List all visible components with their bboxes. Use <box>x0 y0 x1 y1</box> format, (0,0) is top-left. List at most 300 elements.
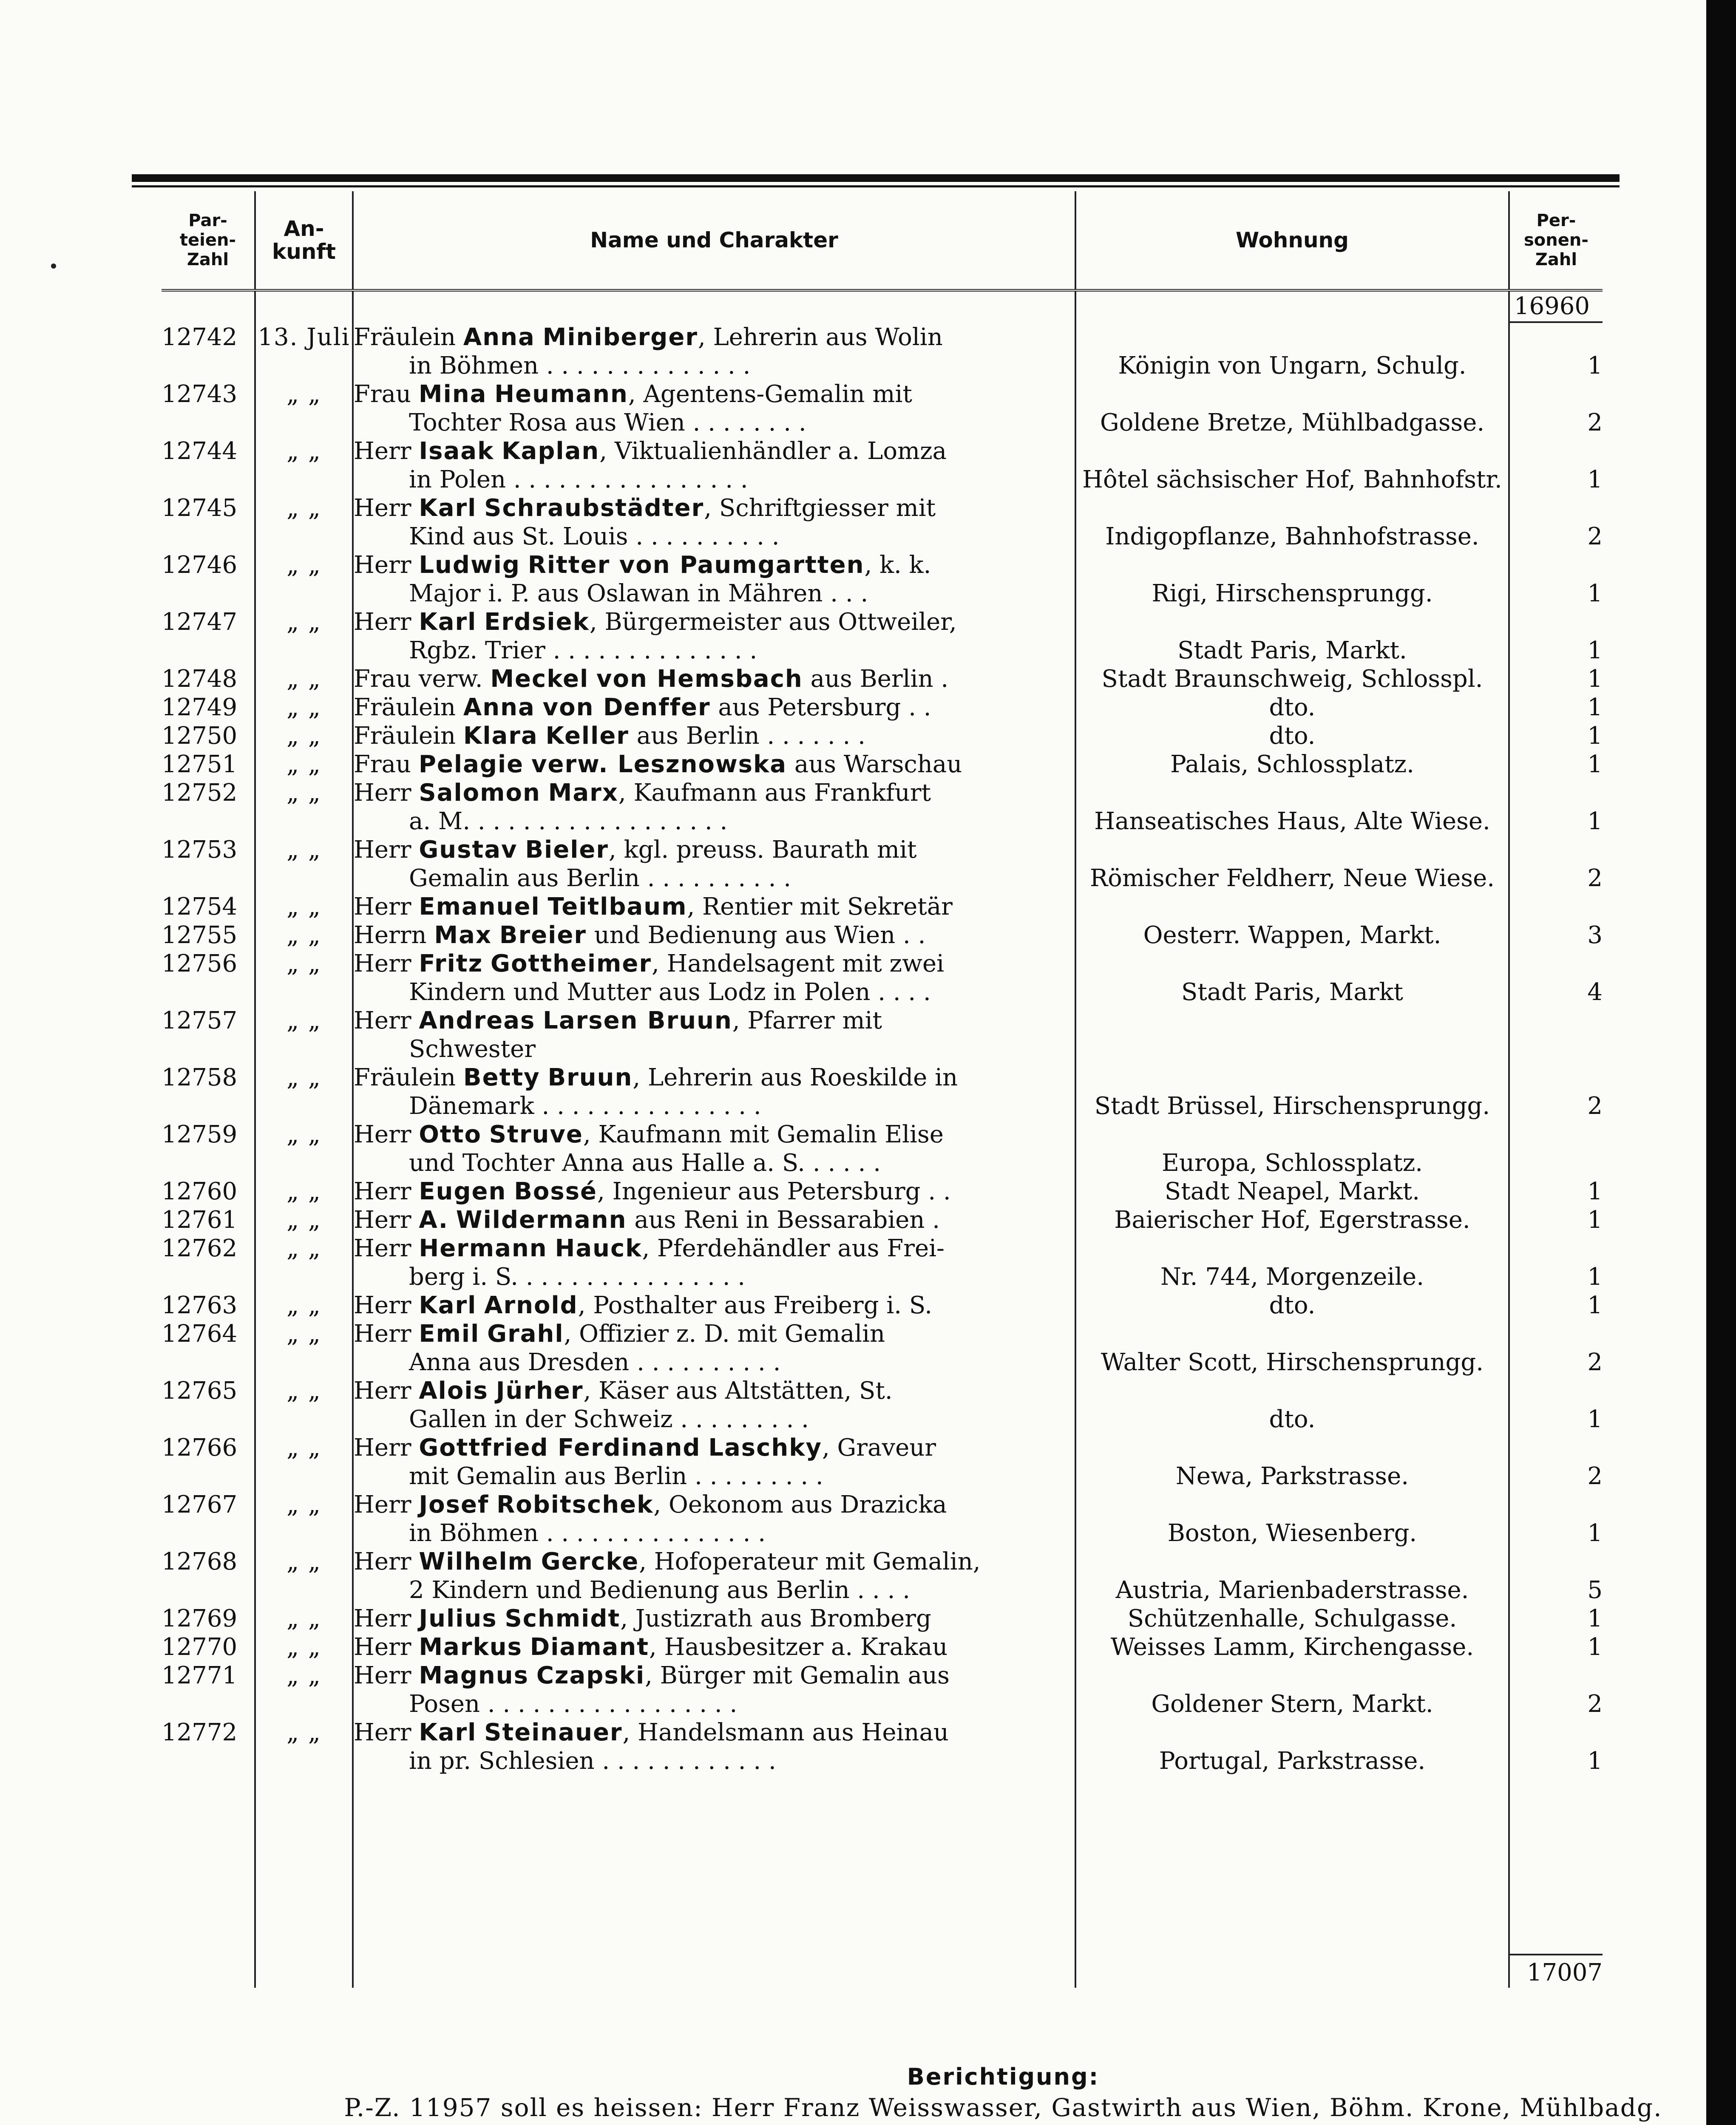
residence <box>1075 722 1509 750</box>
table-row <box>162 722 1603 750</box>
residence-text: Königin von Ungarn, Schulg. <box>1118 352 1467 380</box>
guest-name <box>353 1320 1075 1377</box>
guest-description: , Rentier mit Sekretär <box>687 893 953 921</box>
arrival-date: „ „ <box>255 779 353 836</box>
guest-name <box>353 1661 1075 1718</box>
party-number: 12752 <box>162 779 238 807</box>
person-count-value: 1 <box>1587 722 1603 750</box>
guest-name <box>353 693 1075 722</box>
header-arrival: An-kunft <box>255 191 353 290</box>
guest-surname: Robitschek <box>496 1491 654 1519</box>
table-row <box>162 1633 1603 1661</box>
guest-description: , Bürgermeister aus Ottweiler, <box>589 608 957 636</box>
guest-surname: Struve <box>489 1121 583 1148</box>
guest-given-name: Anna <box>463 323 535 351</box>
name-line <box>354 1604 1075 1633</box>
person-count <box>1509 1006 1603 1063</box>
residence-text: Austria, Marienbaderstrasse. <box>1115 1576 1469 1604</box>
person-count <box>1509 1120 1603 1177</box>
arrival-date: „ „ <box>255 1633 353 1661</box>
guest-given-name: Otto <box>419 1121 482 1148</box>
person-count <box>1509 665 1603 693</box>
guest-description: aus Warschau <box>787 751 962 778</box>
name-line <box>354 1320 1075 1348</box>
residence-text: Stadt Brüssel, Hirschensprungg. <box>1094 1092 1490 1120</box>
guest-description: , Kaufmann mit Gemalin Elise <box>583 1121 944 1148</box>
residence-text: Walter Scott, Hirschensprungg. <box>1101 1349 1484 1376</box>
guest-title: Herr <box>354 437 411 465</box>
guest-surname: Arnold <box>484 1292 578 1319</box>
name-line <box>354 1434 1075 1462</box>
register-page <box>132 174 1662 2122</box>
guest-name <box>353 1633 1075 1661</box>
guest-given-name: Salomon <box>419 779 541 807</box>
residence <box>1075 693 1509 722</box>
party-number: 12765 <box>162 1377 238 1405</box>
guest-given-name: Isaak <box>419 437 494 465</box>
correction-text: P.-Z. 11957 soll es heissen: Herr Franz Weisswasser, Gastwirth aus Wien, Böhm. Krone, Mühlbadg. <box>344 2093 1662 2122</box>
guest-description: , Viktualienhändler a. Lomza <box>599 437 947 465</box>
guest-given-name: Klara <box>463 722 538 750</box>
guest-description: aus Reni in Bessarabien . <box>627 1206 940 1234</box>
person-count <box>1509 1547 1603 1604</box>
residence <box>1075 1377 1509 1434</box>
arrival-date: „ „ <box>255 892 353 921</box>
guest-name <box>353 437 1075 494</box>
filler-row <box>162 1775 1603 1955</box>
person-count <box>1509 323 1603 380</box>
table-row <box>162 1291 1603 1320</box>
person-count <box>1509 380 1603 437</box>
table-row <box>162 1234 1603 1291</box>
guest-given-name: Karl <box>419 1292 477 1319</box>
person-count <box>1509 1490 1603 1547</box>
table-row <box>162 1718 1603 1775</box>
table-row <box>162 1120 1603 1177</box>
guest-given-name: Ludwig <box>419 551 520 579</box>
guest-name <box>353 380 1075 437</box>
person-count-value: 1 <box>1587 1605 1603 1632</box>
person-count-value: 2 <box>1587 1349 1603 1376</box>
guest-surname: Kaplan <box>502 437 600 465</box>
guest-name <box>353 1291 1075 1320</box>
guest-description: , Oekonom aus Drazicka <box>653 1491 947 1519</box>
name-line <box>354 1661 1075 1690</box>
guest-given-name: Karl <box>419 608 477 636</box>
residence <box>1075 1063 1509 1120</box>
table-row <box>162 779 1603 836</box>
name-continuation: und Tochter Anna aus Halle a. S. . . . . . <box>409 1149 881 1177</box>
guest-surname: Diamant <box>530 1633 649 1661</box>
person-count <box>1509 1234 1603 1291</box>
arrival-date: „ „ <box>255 494 353 551</box>
person-count <box>1509 1604 1603 1633</box>
name-continuation: berg i. S. . . . . . . . . . . . . . . . <box>409 1263 746 1291</box>
guest-description: , Pferdehändler aus Frei- <box>642 1235 945 1262</box>
guest-surname: Erdsiek <box>484 608 590 636</box>
guest-given-name: Mina <box>418 380 487 408</box>
arrival-date: „ „ <box>255 1234 353 1291</box>
guest-title: Frau <box>354 380 411 408</box>
header-row <box>162 191 1603 290</box>
name-line <box>354 323 1075 351</box>
guest-description: aus Berlin . <box>803 665 949 693</box>
guest-surname: Teitlbaum <box>547 893 687 921</box>
guest-description: , Pfarrer mit <box>732 1007 882 1034</box>
person-count <box>1509 1206 1603 1234</box>
guest-title: Herr <box>354 1377 411 1405</box>
party-number: 12764 <box>162 1320 238 1348</box>
party-number: 12755 <box>162 921 238 949</box>
guest-name <box>353 1063 1075 1120</box>
residence <box>1075 1234 1509 1291</box>
guest-title: Fräulein <box>354 694 456 721</box>
table-row <box>162 380 1603 437</box>
name-line <box>354 921 1075 949</box>
guest-description: aus Petersburg . . <box>710 694 931 721</box>
table-row <box>162 1547 1603 1604</box>
guest-title: Herr <box>354 950 411 978</box>
party-number: 12763 <box>162 1292 238 1319</box>
person-count-value: 1 <box>1587 665 1603 693</box>
guest-name <box>353 551 1075 608</box>
guest-name <box>353 921 1075 949</box>
residence <box>1075 665 1509 693</box>
name-line <box>354 750 1075 779</box>
guest-description: , Offizier z. D. mit Gemalin <box>564 1320 885 1348</box>
residence <box>1075 494 1509 551</box>
person-count <box>1509 1320 1603 1377</box>
person-count-value: 1 <box>1587 1405 1603 1433</box>
arrival-date: „ „ <box>255 1604 353 1633</box>
residence <box>1075 836 1509 892</box>
guest-surname: Czapski <box>536 1662 645 1689</box>
guest-surname: Gercke <box>541 1548 639 1575</box>
residence <box>1075 1291 1509 1320</box>
table-row <box>162 1604 1603 1633</box>
person-count <box>1509 722 1603 750</box>
table-row <box>162 836 1603 892</box>
guest-name <box>353 608 1075 665</box>
person-count-value: 1 <box>1587 1206 1603 1234</box>
guest-title: Herr <box>354 551 411 579</box>
residence-text: Goldener Stern, Markt. <box>1151 1690 1433 1718</box>
person-count-value: 1 <box>1587 808 1603 835</box>
name-line <box>354 1234 1075 1263</box>
person-count <box>1509 892 1603 921</box>
name-line <box>354 1063 1075 1092</box>
residence-text: dto. <box>1269 722 1316 750</box>
party-number: 12760 <box>162 1178 238 1205</box>
guest-given-name: Josef <box>419 1491 489 1519</box>
guest-given-name: Pelagie <box>418 751 524 778</box>
name-continuation: in Böhmen . . . . . . . . . . . . . . . <box>409 1519 766 1547</box>
residence <box>1075 551 1509 608</box>
person-count-value: 2 <box>1587 864 1603 892</box>
person-count-value: 1 <box>1587 1263 1603 1291</box>
table-row <box>162 494 1603 551</box>
residence <box>1075 323 1509 380</box>
residence-text: Rigi, Hirschensprungg. <box>1152 580 1433 607</box>
residence <box>1075 779 1509 836</box>
table-row <box>162 1434 1603 1490</box>
arrival-date: „ „ <box>255 1006 353 1063</box>
residence-text: Hanseatisches Haus, Alte Wiese. <box>1094 808 1490 835</box>
person-count-value: 1 <box>1587 1747 1603 1775</box>
person-count <box>1509 1434 1603 1490</box>
party-number: 12744 <box>162 437 238 465</box>
guest-given-name: Max <box>434 921 492 949</box>
person-count-value: 1 <box>1587 466 1603 493</box>
name-line <box>354 1006 1075 1035</box>
table-row <box>162 665 1603 693</box>
residence-text: Stadt Paris, Markt <box>1181 978 1403 1006</box>
guest-surname: Bruun <box>547 1064 633 1091</box>
guest-description: , Handelsmann aus Heinau <box>622 1719 949 1746</box>
guest-name <box>353 779 1075 836</box>
person-count-value: 1 <box>1587 694 1603 721</box>
person-count-value: 4 <box>1587 978 1603 1006</box>
party-number: 12756 <box>162 950 238 978</box>
guest-title: Herr <box>354 893 411 921</box>
total-count: 17007 <box>1509 1955 1603 1988</box>
guest-surname: Grahl <box>487 1320 564 1348</box>
guest-title: Herr <box>354 1434 411 1462</box>
guest-surname: Marx <box>548 779 618 807</box>
party-number: 12743 <box>162 380 238 408</box>
carry-over-row <box>162 290 1603 323</box>
residence-text: Baierischer Hof, Egerstrasse. <box>1114 1206 1470 1234</box>
party-number: 12749 <box>162 694 238 721</box>
person-count <box>1509 1718 1603 1775</box>
guest-given-name: Magnus <box>419 1662 529 1689</box>
name-line <box>354 665 1075 693</box>
guest-surname: Schmidt <box>505 1605 621 1632</box>
guest-surname: von Denffer <box>542 694 711 721</box>
party-number: 12768 <box>162 1548 238 1575</box>
table-row <box>162 1206 1603 1234</box>
header-name: Name und Charakter <box>353 191 1075 290</box>
person-count-value: 2 <box>1587 409 1603 436</box>
guest-title: Herr <box>354 608 411 636</box>
residence-text: Europa, Schlossplatz. <box>1161 1149 1423 1177</box>
name-continuation: Schwester <box>409 1035 536 1063</box>
party-number: 12772 <box>162 1719 238 1746</box>
arrival-date: „ „ <box>255 1377 353 1434</box>
guest-surname: Laschky <box>708 1434 822 1462</box>
guest-description: , Lehrerin aus Wolin <box>698 323 943 351</box>
table-row <box>162 921 1603 949</box>
guest-given-name: Alois <box>419 1377 488 1405</box>
guest-title: Herr <box>354 494 411 522</box>
residence <box>1075 1206 1509 1234</box>
arrival-date: „ „ <box>255 1320 353 1377</box>
person-count-value: 2 <box>1587 1092 1603 1120</box>
party-number: 12746 <box>162 551 238 579</box>
guest-description: , Bürger mit Gemalin aus <box>645 1662 950 1689</box>
table-row <box>162 608 1603 665</box>
guest-description: , Ingenieur aus Petersburg . . <box>597 1178 951 1205</box>
person-count-value: 1 <box>1587 637 1603 664</box>
residence <box>1075 1177 1509 1206</box>
party-number: 12757 <box>162 1007 238 1034</box>
arrival-date: „ „ <box>255 693 353 722</box>
table-row <box>162 1320 1603 1377</box>
name-continuation: in Böhmen . . . . . . . . . . . . . . <box>409 352 751 380</box>
name-continuation: Dänemark . . . . . . . . . . . . . . . <box>409 1092 761 1120</box>
name-line <box>354 380 1075 408</box>
guest-name <box>353 665 1075 693</box>
guest-surname: Bossé <box>514 1178 598 1205</box>
guest-title: Herrn <box>354 921 427 949</box>
residence <box>1075 1120 1509 1177</box>
guest-title: Herr <box>354 1121 411 1148</box>
arrival-date: „ „ <box>255 836 353 892</box>
table-row <box>162 693 1603 722</box>
guest-name <box>353 892 1075 921</box>
guest-surname: Bieler <box>525 836 609 864</box>
residence-text: Römischer Feldherr, Neue Wiese. <box>1089 864 1495 892</box>
guest-surname: Jürher <box>496 1377 584 1405</box>
guest-given-name: Gottfried Ferdinand <box>419 1434 701 1462</box>
person-count-value: 2 <box>1587 1462 1603 1490</box>
name-continuation: Tochter Rosa aus Wien . . . . . . . . <box>409 409 806 436</box>
guest-name <box>353 1547 1075 1604</box>
name-line <box>354 1206 1075 1234</box>
party-number: 12767 <box>162 1491 238 1519</box>
guest-given-name: Hermann <box>419 1235 547 1262</box>
guest-given-name: Fritz <box>419 950 483 978</box>
arrival-date: 13. Juli <box>255 323 353 380</box>
guest-given-name: A. <box>419 1206 448 1234</box>
name-continuation: mit Gemalin aus Berlin . . . . . . . . . <box>409 1462 823 1490</box>
party-number: 12751 <box>162 751 238 778</box>
guest-description: , Schriftgiesser mit <box>704 494 936 522</box>
name-continuation: Kind aus St. Louis . . . . . . . . . . <box>409 523 780 550</box>
table-row <box>162 1063 1603 1120</box>
name-continuation: Rgbz. Trier . . . . . . . . . . . . . . <box>409 637 757 664</box>
guest-given-name: Eugen <box>419 1178 507 1205</box>
guest-description: , Hausbesitzer a. Krakau <box>649 1633 948 1661</box>
name-line <box>354 836 1075 864</box>
guest-surname: Heumann <box>494 380 628 408</box>
guest-name <box>353 1718 1075 1775</box>
guest-name <box>353 1434 1075 1490</box>
guest-name <box>353 1377 1075 1434</box>
carry-over-count: 16960 <box>1510 292 1603 323</box>
arrival-date: „ „ <box>255 1547 353 1604</box>
residence <box>1075 608 1509 665</box>
arrival-date: „ „ <box>255 1206 353 1234</box>
guest-surname: von Hemsbach <box>596 665 803 693</box>
party-number: 12771 <box>162 1662 238 1689</box>
guest-title: Herr <box>354 1235 411 1262</box>
party-number: 12753 <box>162 836 238 864</box>
residence-text: dto. <box>1269 1292 1316 1319</box>
guest-title: Herr <box>354 1548 411 1575</box>
arrival-date: „ „ <box>255 750 353 779</box>
party-number: 12762 <box>162 1235 238 1262</box>
residence <box>1075 380 1509 437</box>
name-continuation: Major i. P. aus Oslawan in Mähren . . . <box>409 580 868 607</box>
guest-name <box>353 1120 1075 1177</box>
header-residence: Wohnung <box>1075 191 1509 290</box>
name-continuation: Gemalin aus Berlin . . . . . . . . . . <box>409 864 791 892</box>
residence-text: Goldene Bretze, Mühlbadgasse. <box>1100 409 1485 436</box>
residence <box>1075 1604 1509 1633</box>
guest-name <box>353 722 1075 750</box>
guest-title: Herr <box>354 836 411 864</box>
name-line <box>354 1547 1075 1576</box>
party-number: 12770 <box>162 1633 238 1661</box>
residence <box>1075 1661 1509 1718</box>
name-line <box>354 608 1075 636</box>
guest-given-name: Meckel <box>490 665 589 693</box>
name-line <box>354 1177 1075 1206</box>
guest-given-name: Gustav <box>419 836 518 864</box>
total-row <box>162 1955 1603 1988</box>
guest-surname: Breier <box>499 921 587 949</box>
name-line <box>354 779 1075 807</box>
guest-description: , k. k. <box>864 551 931 579</box>
arrival-date: „ „ <box>255 1661 353 1718</box>
guest-given-name: Emanuel <box>419 893 540 921</box>
residence <box>1075 1547 1509 1604</box>
name-continuation: a. M. . . . . . . . . . . . . . . . . . <box>409 808 728 835</box>
arrival-date: „ „ <box>255 665 353 693</box>
name-continuation: Anna aus Dresden . . . . . . . . . . <box>409 1349 781 1376</box>
scan-edge-right <box>1706 0 1736 2125</box>
person-count <box>1509 949 1603 1006</box>
residence <box>1075 1718 1509 1775</box>
table-row <box>162 1490 1603 1547</box>
guest-given-name: Karl <box>419 494 477 522</box>
table-row <box>162 892 1603 921</box>
name-line <box>354 437 1075 465</box>
table-row <box>162 1006 1603 1063</box>
person-count <box>1509 693 1603 722</box>
header-person-count: Per-sonen-Zahl <box>1509 191 1603 290</box>
guest-title: Herr <box>354 779 411 807</box>
party-number: 12748 <box>162 665 238 693</box>
person-count <box>1509 1633 1603 1661</box>
guest-given-name: Julius <box>419 1605 497 1632</box>
person-count-value: 2 <box>1587 1690 1603 1718</box>
residence-text: Stadt Neapel, Markt. <box>1164 1178 1420 1205</box>
party-number: 12759 <box>162 1121 238 1148</box>
person-count <box>1509 836 1603 892</box>
residence <box>1075 750 1509 779</box>
name-line <box>354 722 1075 750</box>
name-continuation: in pr. Schlesien . . . . . . . . . . . . <box>409 1747 776 1775</box>
person-count-value: 1 <box>1587 1519 1603 1547</box>
residence-text: Palais, Schlossplatz. <box>1170 751 1414 778</box>
residence-text: Boston, Wiesenberg. <box>1167 1519 1417 1547</box>
residence <box>1075 1320 1509 1377</box>
residence-text: Newa, Parkstrasse. <box>1175 1462 1409 1490</box>
guest-name <box>353 1234 1075 1291</box>
residence <box>1075 921 1509 949</box>
guest-title: Herr <box>354 1206 411 1234</box>
guest-title: Fräulein <box>354 722 456 750</box>
name-continuation: in Polen . . . . . . . . . . . . . . . . <box>409 466 748 493</box>
residence-text: Hôtel sächsischer Hof, Bahnhofstr. <box>1082 466 1502 493</box>
arrival-date: „ „ <box>255 437 353 494</box>
arrival-date: „ „ <box>255 1177 353 1206</box>
table-row <box>162 1177 1603 1206</box>
person-count <box>1509 1377 1603 1434</box>
arrival-date: „ „ <box>255 380 353 437</box>
